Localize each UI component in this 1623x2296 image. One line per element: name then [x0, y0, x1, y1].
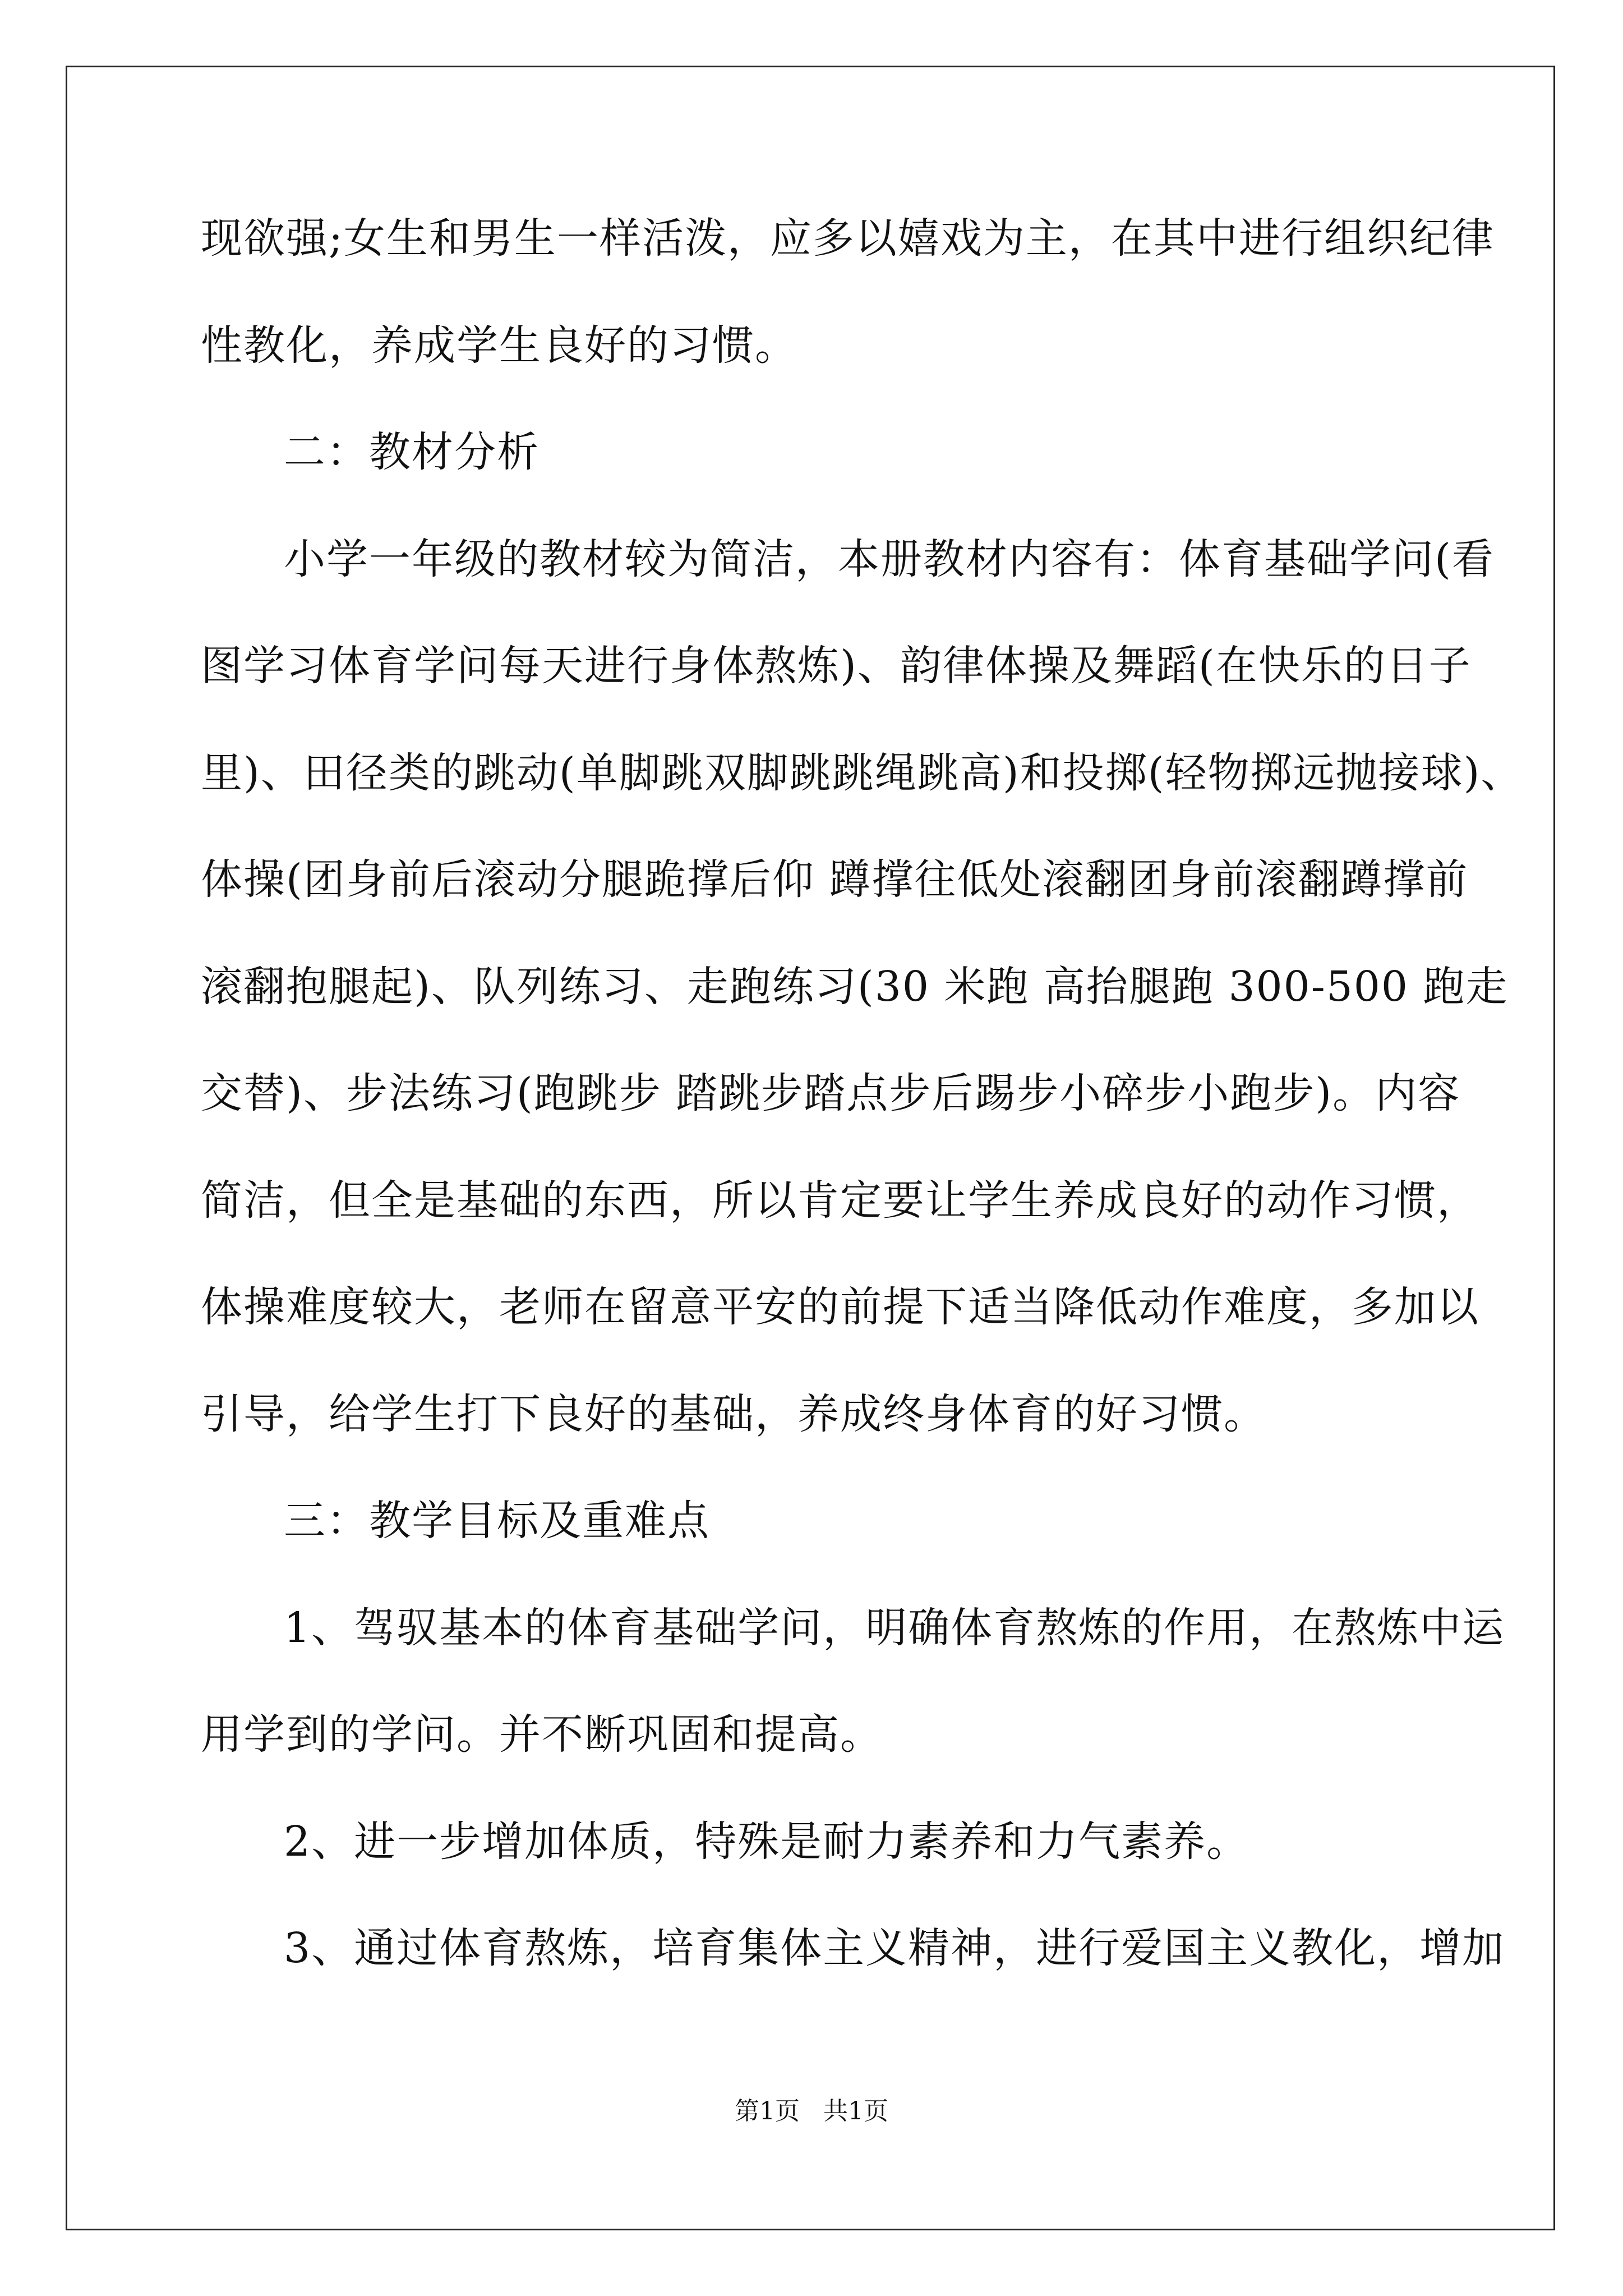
text-line: 体操难度较大，老师在留意平安的前提下适当降低动作难度，多加以 — [201, 1283, 1479, 1331]
text-line: 里)、田径类的跳动(单脚跳双脚跳跳绳跳高)和投掷(轻物掷远抛接球)、 — [201, 748, 1524, 797]
text-line: 1、驾驭基本的体育基础学问，明确体育熬炼的作用，在熬炼中运 — [284, 1603, 1505, 1652]
text-line: 用学到的学问。并不断巩固和提高。 — [201, 1710, 883, 1759]
document-body — [201, 214, 1524, 2035]
text-line: 性教化，养成学生良好的习惯。 — [201, 321, 797, 370]
text-line: 简洁，但全是基础的东西，所以肯定要让学生养成良好的动作习惯， — [201, 1176, 1479, 1225]
text-line: 体操(团身前后滚动分腿跪撑后仰 蹲撑往低处滚翻团身前滚翻蹲撑前 — [201, 855, 1469, 904]
page-footer — [0, 2099, 1623, 2124]
text-line: 小学一年级的教材较为简洁，本册教材内容有：体育基础学问(看 — [284, 535, 1495, 583]
text-line: 3、通过体育熬炼，培育集体主义精神，进行爱国主义教化，增加 — [284, 1924, 1505, 1972]
text-line: 滚翻抱腿起)、队列练习、走跑练习(30 米跑 高抬腿跑 300-500 跑走 — [201, 962, 1509, 1011]
page-number-label: 第1页 共1页 — [735, 2097, 888, 2125]
text-line: 三：教学目标及重难点 — [284, 1497, 710, 1545]
text-line: 交替)、步法练习(跑跳步 踏跳步踏点步后踢步小碎步小跑步)。内容 — [201, 1069, 1461, 1117]
text-line: 图学习体育学问每天进行身体熬炼)、韵律体操及舞蹈(在快乐的日子 — [201, 642, 1472, 690]
text-line: 引导，给学生打下良好的基础，养成终身体育的好习惯。 — [201, 1389, 1266, 1438]
text-line: 现欲强;女生和男生一样活泼，应多以嬉戏为主，在其中进行组织纪律 — [201, 214, 1495, 263]
text-line: 2、进一步增加体质，特殊是耐力素养和力气素养。 — [284, 1817, 1249, 1866]
text-line: 二：教材分析 — [284, 428, 540, 476]
